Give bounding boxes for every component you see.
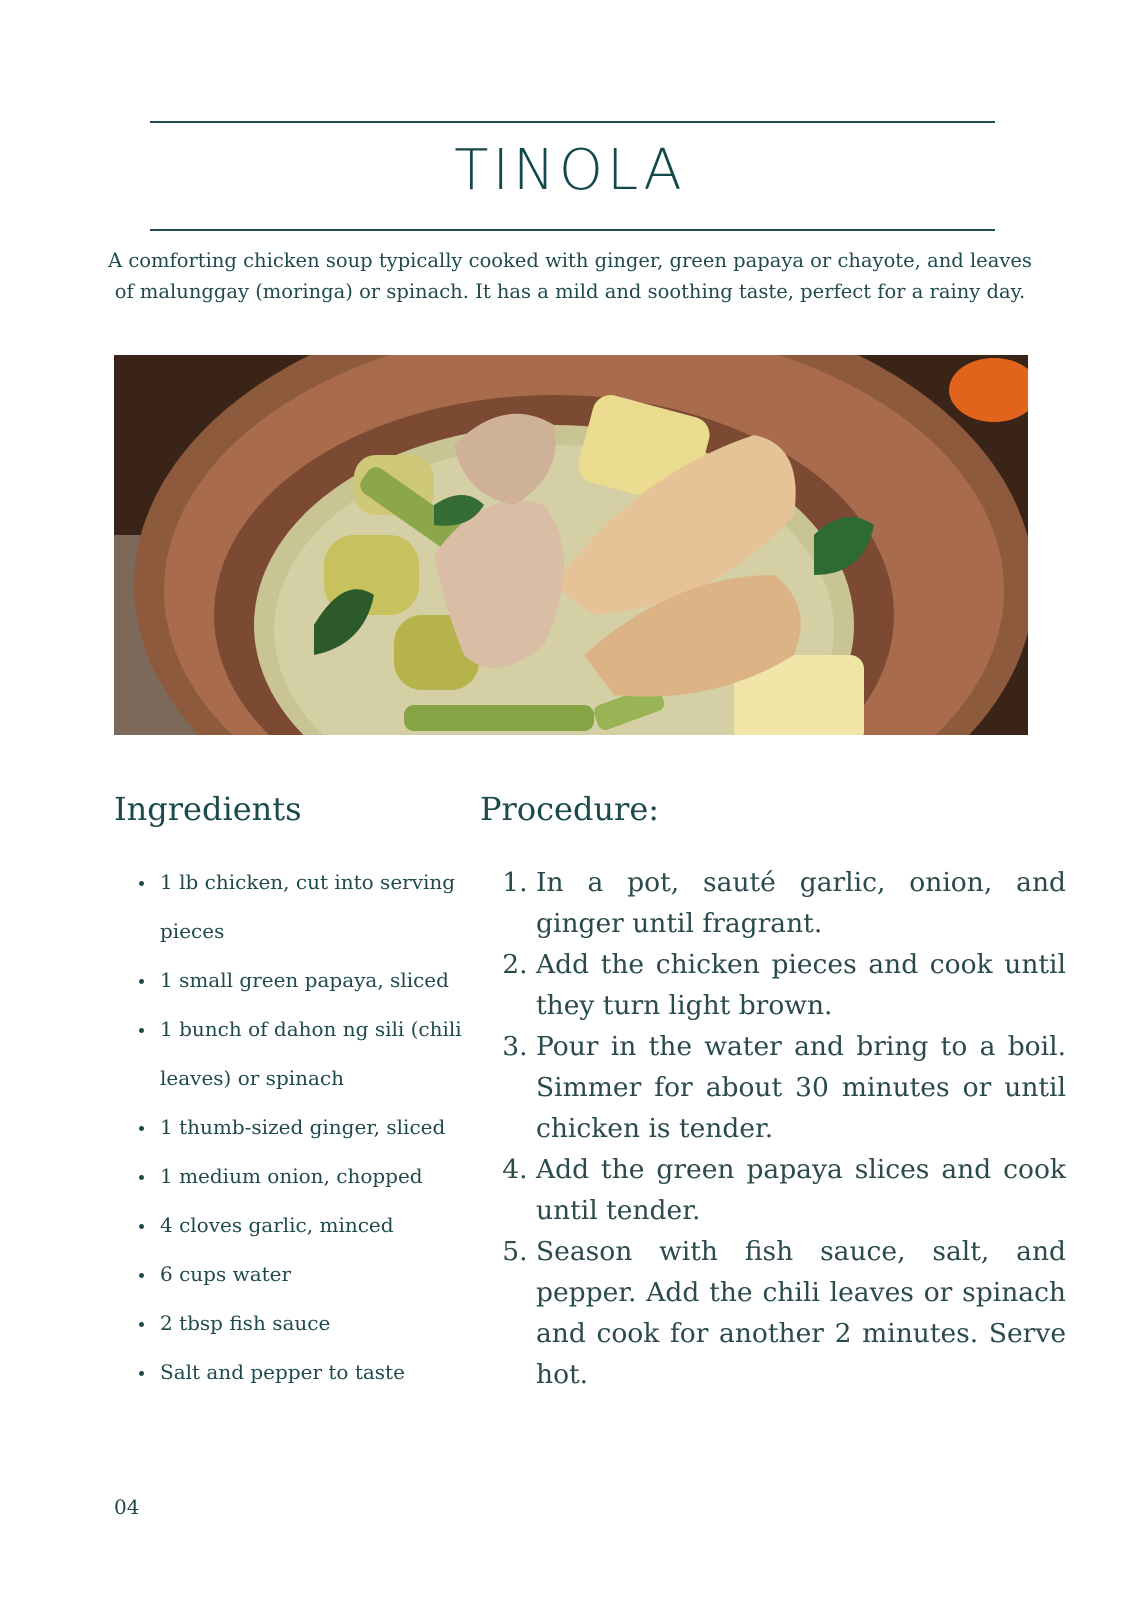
- tinola-bowl-illustration: [114, 355, 1028, 735]
- procedure-step: 5. Season with fish sauce, salt, and pepper. Add the chili leaves or spinach and cook for another 2 minutes. Serve hot.: [536, 1231, 1066, 1395]
- recipe-intro: A comforting chicken soup typically cooked with ginger, green papaya or chayote, and leaves of malunggay (moringa) or spinach. It has a mild and soothing taste, perfect for a rainy day.: [108, 249, 1032, 303]
- ingredient-item: • Salt and pepper to taste: [156, 1348, 496, 1397]
- ingredients-list: [120, 858, 496, 1397]
- procedure-step: 4. Add the green papaya slices and cook until tender.: [536, 1149, 1066, 1231]
- ingredient-item: • 6 cups water: [156, 1250, 496, 1299]
- title-rule-top: [150, 121, 995, 123]
- procedure-step: 1. In a pot, sauté garlic, onion, and ginger until fragrant.: [536, 862, 1066, 944]
- page-title: TINOLA: [454, 138, 686, 203]
- ingredients-heading: Ingredients: [114, 790, 302, 828]
- procedure-heading: Procedure:: [480, 790, 660, 828]
- ingredient-item: • 1 thumb-sized ginger, sliced: [156, 1103, 496, 1152]
- ingredient-item: • 4 cloves garlic, minced: [156, 1201, 496, 1250]
- recipe-photo: [114, 355, 1028, 735]
- ingredient-item: • 2 tbsp fish sauce: [156, 1299, 496, 1348]
- ingredient-item: • 1 small green papaya, sliced: [156, 956, 496, 1005]
- title-rule-bottom: [150, 229, 995, 231]
- ingredient-item: • 1 lb chicken, cut into serving pieces: [156, 858, 496, 956]
- procedure-step: 3. Pour in the water and bring to a boil. Simmer for about 30 minutes or until chicken is tender.: [536, 1026, 1066, 1149]
- procedure-step: 2. Add the chicken pieces and cook until they turn light brown.: [536, 944, 1066, 1026]
- ingredient-item: • 1 bunch of dahon ng sili (chili leaves) or spinach: [156, 1005, 496, 1103]
- ingredient-item: • 1 medium onion, chopped: [156, 1152, 496, 1201]
- page-number: 04: [114, 1495, 140, 1519]
- procedure-list: [500, 862, 1066, 1395]
